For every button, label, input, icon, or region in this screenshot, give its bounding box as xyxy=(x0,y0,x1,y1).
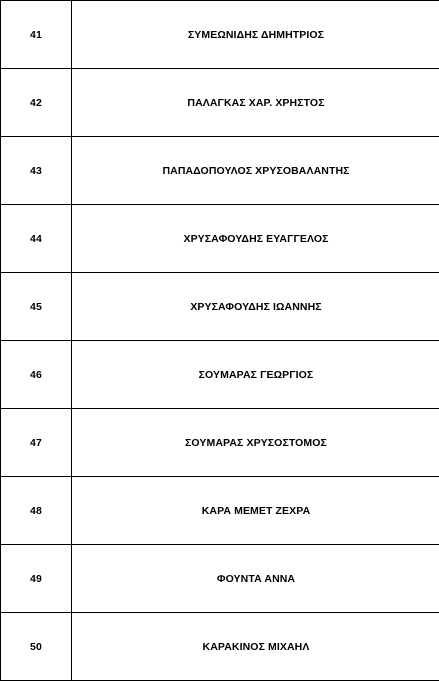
person-name: ΧΡΥΣΑΦΟΥΔΗΣ ΙΩΑΝΝΗΣ xyxy=(72,273,439,341)
person-name: ΣΟΥΜΑΡΑΣ ΧΡΥΣΟΣΤΟΜΟΣ xyxy=(72,409,439,477)
person-name: ΣΟΥΜΑΡΑΣ ΓΕΩΡΓΙΟΣ xyxy=(72,341,439,409)
table-row xyxy=(1,613,439,681)
row-number: 48 xyxy=(1,477,72,545)
person-name: ΦΟΥΝΤΑ ΑΝΝΑ xyxy=(72,545,439,613)
table-row xyxy=(1,273,439,341)
row-number: 43 xyxy=(1,137,72,205)
row-number: 45 xyxy=(1,273,72,341)
row-number: 46 xyxy=(1,341,72,409)
row-number: 50 xyxy=(1,613,72,681)
table-row xyxy=(1,545,439,613)
person-name: ΠΑΛΑΓΚΑΣ ΧΑΡ. ΧΡΗΣΤΟΣ xyxy=(72,69,439,137)
person-name: ΚΑΡΑ ΜΕΜΕΤ ΖΕΧΡΑ xyxy=(72,477,439,545)
person-name: ΧΡΥΣΑΦΟΥΔΗΣ ΕΥΑΓΓΕΛΟΣ xyxy=(72,205,439,273)
person-name: ΚΑΡΑΚΙΝΟΣ ΜΙΧΑΗΛ xyxy=(72,613,439,681)
table-row xyxy=(1,137,439,205)
person-name: ΠΑΠΑΔΟΠΟΥΛΟΣ ΧΡΥΣΟΒΑΛΑΝΤΗΣ xyxy=(72,137,439,205)
table-row xyxy=(1,205,439,273)
person-name: ΣΥΜΕΩΝΙΔΗΣ ΔΗΜΗΤΡΙΟΣ xyxy=(72,1,439,69)
table-body xyxy=(1,1,439,681)
table-row xyxy=(1,69,439,137)
row-number: 47 xyxy=(1,409,72,477)
table-row xyxy=(1,409,439,477)
row-number: 41 xyxy=(1,1,72,69)
table-row xyxy=(1,1,439,69)
row-number: 44 xyxy=(1,205,72,273)
row-number: 42 xyxy=(1,69,72,137)
table-row xyxy=(1,341,439,409)
row-number: 49 xyxy=(1,545,72,613)
table-row xyxy=(1,477,439,545)
